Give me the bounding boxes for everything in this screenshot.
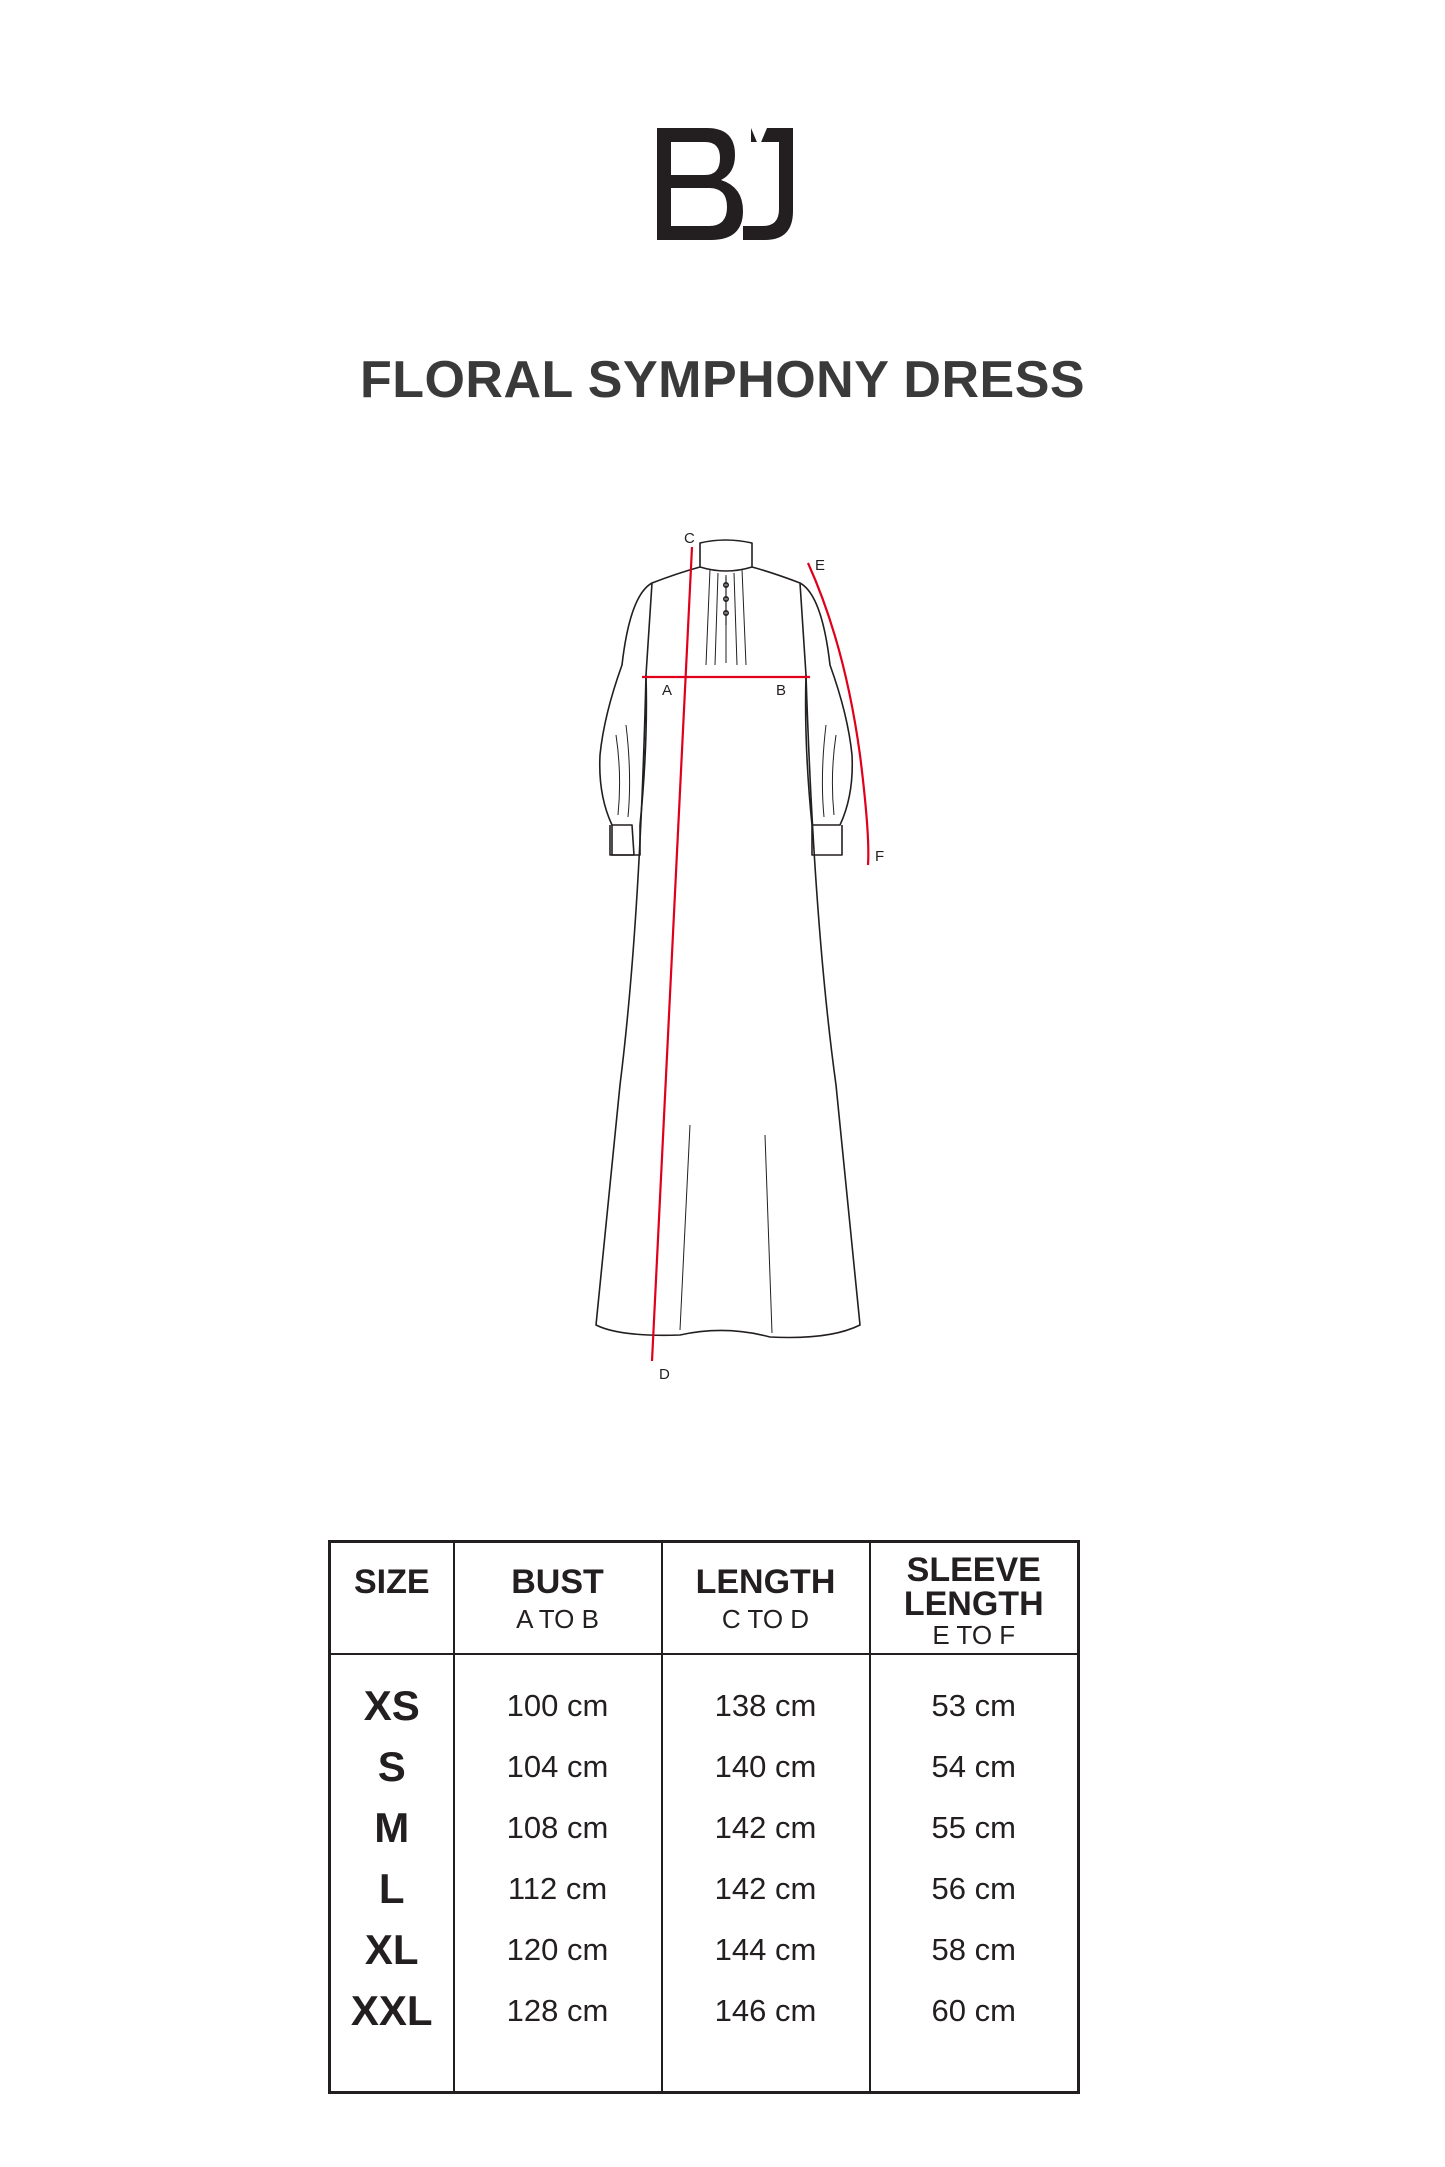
header-sleeve-length: SLEEVE LENGTH E TO F <box>870 1542 1079 1655</box>
size-cell: XS <box>330 1654 454 1736</box>
bust-cell: 104 cm <box>454 1736 662 1797</box>
bust-cell: 120 cm <box>454 1919 662 1980</box>
table-row <box>330 1736 1079 1797</box>
sleeve-cell: 56 cm <box>870 1858 1079 1919</box>
table-row <box>330 1980 1079 2041</box>
left-shoulder-line <box>646 567 700 675</box>
size-cell: L <box>330 1858 454 1919</box>
header-length: LENGTH C TO D <box>662 1542 870 1655</box>
right-shoulder-line <box>752 567 806 675</box>
length-cell: 146 cm <box>662 1980 870 2041</box>
sleeve-cell: 60 cm <box>870 1980 1079 2041</box>
length-cell: 138 cm <box>662 1654 870 1736</box>
length-cell: 142 cm <box>662 1858 870 1919</box>
label-b: B <box>776 682 787 699</box>
bust-cell: 128 cm <box>454 1980 662 2041</box>
sleeve-cell: 53 cm <box>870 1654 1079 1736</box>
size-chart-table <box>328 1540 1080 2094</box>
length-cell: 142 cm <box>662 1797 870 1858</box>
length-cell: 140 cm <box>662 1736 870 1797</box>
skirt-outline <box>596 675 860 1338</box>
bust-cell: 112 cm <box>454 1858 662 1919</box>
product-title: FLORAL SYMPHONY DRESS <box>359 351 1086 409</box>
bust-cell: 100 cm <box>454 1654 662 1736</box>
table-row <box>330 1858 1079 1919</box>
label-d: D <box>659 1366 670 1383</box>
collar-outline <box>700 540 752 571</box>
length-cell: 144 cm <box>662 1919 870 1980</box>
size-cell: M <box>330 1797 454 1858</box>
header-bust: BUST A TO B <box>454 1542 662 1655</box>
sleeve-cell: 54 cm <box>870 1736 1079 1797</box>
header-size: SIZE <box>330 1542 454 1655</box>
label-f: F <box>875 848 885 865</box>
label-e: E <box>815 557 826 574</box>
table-row <box>330 1654 1079 1736</box>
sleeve-cell: 58 cm <box>870 1919 1079 1980</box>
table-row <box>330 1919 1079 1980</box>
sleeve-measure-line <box>808 563 868 865</box>
table-spacer-row <box>330 2041 1079 2093</box>
table-row <box>330 1797 1079 1858</box>
length-measure-line <box>652 547 692 1361</box>
bust-cell: 108 cm <box>454 1797 662 1858</box>
label-a: A <box>662 682 673 699</box>
label-c: C <box>684 530 695 547</box>
dress-measurement-diagram <box>560 525 900 1395</box>
brand-logo <box>655 125 795 243</box>
sleeve-cell: 55 cm <box>870 1797 1079 1858</box>
size-cell: XXL <box>330 1980 454 2041</box>
size-chart-header <box>330 1542 1079 1655</box>
size-cell: XL <box>330 1919 454 1980</box>
size-cell: S <box>330 1736 454 1797</box>
